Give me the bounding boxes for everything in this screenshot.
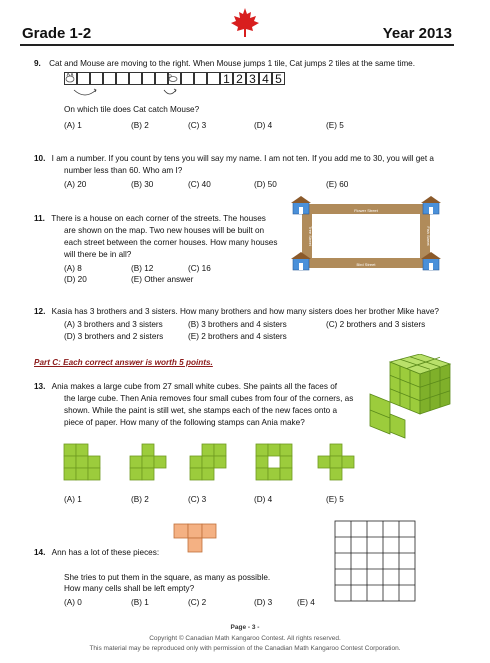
q11-option-e[interactable]: (E) Other answer (131, 275, 194, 284)
q13-cube (360, 354, 460, 442)
q13-option-e[interactable]: (E) 5 (326, 495, 344, 504)
q14-piece (172, 522, 222, 558)
stamp-c (190, 444, 226, 480)
q9-animals (60, 70, 180, 102)
q12-text (34, 306, 474, 317)
house-icon (421, 196, 441, 214)
q11-line4: will there be in all? (64, 250, 132, 259)
q14-option-a[interactable]: (A) 0 (64, 598, 82, 607)
q11-option-d[interactable]: (D) 20 (64, 275, 87, 284)
q14-option-e[interactable]: (E) 4 (297, 598, 315, 607)
q11-option-c[interactable]: (C) 16 (188, 264, 211, 273)
q10-option-b[interactable]: (B) 30 (131, 180, 154, 189)
q13-number: 13. (34, 382, 46, 391)
q9-text (34, 58, 464, 69)
q13-line4: piece of paper. How many of the following stamps can Ania make? (64, 418, 305, 427)
q14-text (34, 547, 159, 558)
q9-option-b[interactable]: (B) 2 (131, 121, 149, 130)
q14-option-c[interactable]: (C) 2 (188, 598, 207, 607)
q14-number: 14. (34, 548, 46, 557)
house-icon (291, 196, 311, 214)
q14-square-grid (334, 520, 416, 602)
q14-line2: She tries to put them in the square, as many as possible. (64, 573, 271, 582)
q13-text (34, 381, 354, 392)
q11-option-b[interactable]: (B) 12 (131, 264, 154, 273)
maple-leaf-icon (228, 6, 262, 40)
q9-tile-2: 2 (233, 72, 246, 85)
q10-number: 10. (34, 154, 46, 163)
q13-option-d[interactable]: (D) 4 (254, 495, 273, 504)
q12-option-e[interactable]: (E) 2 brothers and 4 sisters (188, 332, 287, 341)
mouse-icon (169, 75, 177, 82)
q12-option-a[interactable]: (A) 3 brothers and 3 sisters (64, 320, 163, 329)
q12-number: 12. (34, 307, 46, 316)
q14-line1: Ann has a lot of these pieces: (51, 548, 160, 557)
q14-option-d[interactable]: (D) 3 (254, 598, 273, 607)
grade-label: Grade 1-2 (22, 25, 92, 42)
q13-option-b[interactable]: (B) 2 (131, 495, 149, 504)
q11-line3: each street between the corner houses. How many houses (64, 238, 278, 247)
q9-tile-5: 5 (272, 72, 285, 85)
q9-tile-4: 4 (259, 72, 272, 85)
q9-tile-3: 3 (246, 72, 259, 85)
q13-option-a[interactable]: (A) 1 (64, 495, 82, 504)
q9-option-d[interactable]: (D) 4 (254, 121, 273, 130)
q9-question: On which tile does Cat catch Mouse? (64, 105, 200, 114)
header-rule (20, 44, 454, 46)
q12-statement: Kasia has 3 brothers and 3 sisters. How many brothers and how many sisters does her brother Mike have? (51, 307, 439, 316)
tree-street-label: Tree Street (308, 226, 313, 246)
q9-statement: Cat and Mouse are moving to the right. When Mouse jumps 1 tile, Cat jumps 2 tiles at the same time. (49, 59, 415, 68)
q14-option-b[interactable]: (B) 1 (131, 598, 149, 607)
q10-option-d[interactable]: (D) 50 (254, 180, 277, 189)
part-c-heading: Part C: Each correct answer is worth 5 points. (34, 358, 213, 367)
q9-option-a[interactable]: (A) 1 (64, 121, 82, 130)
q11-text (34, 213, 294, 224)
q10-line1: I am a number. If you count by tens you will say my name. I am not ten. If you add me to 30, you will get a (51, 154, 434, 163)
q10-line2: number less than 60. Who am I? (64, 166, 183, 175)
stamp-e (318, 444, 354, 480)
flower-street-label: Flower Street (354, 208, 378, 213)
q9-option-e[interactable]: (E) 5 (326, 121, 344, 130)
q10-option-e[interactable]: (E) 60 (326, 180, 349, 189)
q13-line1: Ania makes a large cube from 27 small white cubes. She paints all the faces of (51, 382, 338, 391)
cat-icon (66, 73, 74, 82)
q12-option-d[interactable]: (D) 3 brothers and 2 sisters (64, 332, 164, 341)
bird-street-label: Bird Street (356, 262, 376, 267)
q13-line3: shown. While the paint is still wet, she stamps each of the new faces onto a (64, 406, 338, 415)
q11-line1: There is a house on each corner of the streets. The houses (51, 214, 266, 223)
q9-option-c[interactable]: (C) 3 (188, 121, 207, 130)
q11-number: 11. (34, 214, 45, 223)
stamp-b (130, 444, 166, 480)
q14-line3: How many cells shall be left empty? (64, 584, 195, 593)
q9-number: 9. (34, 59, 41, 68)
q12-option-c[interactable]: (C) 2 brothers and 3 sisters (326, 320, 426, 329)
q13-stamps (60, 442, 380, 494)
q10-option-a[interactable]: (A) 20 (64, 180, 87, 189)
q10-text (34, 153, 464, 164)
cat-jump-arrow (74, 90, 96, 95)
copyright-text: Copyright © Canadian Math Kangaroo Contest. All rights reserved. (149, 635, 341, 642)
stamp-a (64, 444, 100, 480)
q13-option-c[interactable]: (C) 3 (188, 495, 207, 504)
page-number: Page - 3 - (230, 624, 260, 631)
fish-street-label: Fish Street (426, 226, 431, 246)
q9-tile-1: 1 (220, 72, 233, 85)
q10-option-c[interactable]: (C) 40 (188, 180, 211, 189)
stamp-d (256, 444, 292, 480)
q11-street-map (288, 196, 444, 274)
mouse-jump-arrow (164, 90, 176, 94)
q11-line2: are shown on the map. Two new houses will be built on (64, 226, 265, 235)
permission-text: This material may be reproduced only with permission of the Canadian Math Kangaroo Contest Corporation. (89, 645, 401, 652)
q11-option-a[interactable]: (A) 8 (64, 264, 82, 273)
q13-line2: the large cube. Then Ania removes four small cubes from four of the corners, as (64, 394, 354, 403)
year-label: Year 2013 (382, 25, 452, 42)
q12-option-b[interactable]: (B) 3 brothers and 4 sisters (188, 320, 287, 329)
